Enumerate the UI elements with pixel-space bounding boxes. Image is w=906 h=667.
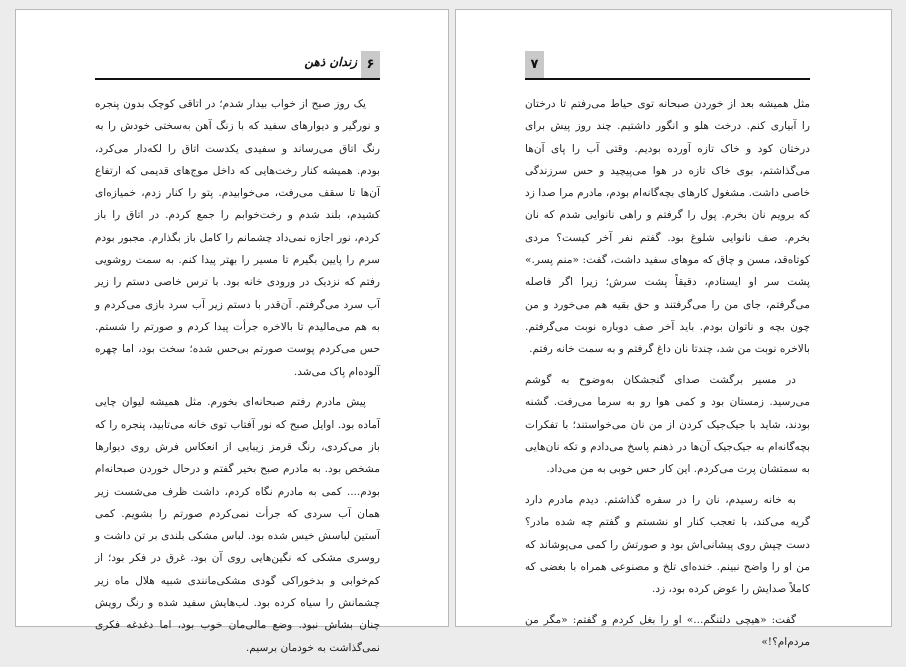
page-number: ۷: [525, 51, 544, 78]
paragraph: در مسیر برگشت صدای گنجشکان به‌وضوح به گوشم می‌رسید. زمستان بود و کمی هوا رو به سرما می‌رفت. گشنه بودند، شاید با جیک‌جیک کردن از من نان می‌خواستند؛ با تفکرات بچه‌گانه‌ام به جیک‌جیک آن‌ها در ذهنم پاسخ می‌دادم و تکه نان‌هایی به سمتشان پرت می‌کردم. این کار حس خوبی به من می‌داد.: [525, 374, 810, 476]
page-body: [525, 93, 810, 662]
page-header: [525, 51, 810, 80]
paragraph: به خانه رسیدم، نان را در سفره گذاشتم. دیدم مادرم دارد گریه می‌کند، با تعجب کنار او نشستم و گفتم چه شده مادر؟ دست چپش روی پیشانی‌اش بود و صورتش را کمی می‌پوشاند که من او را واضح نبینم. خنده‌ای تلخ و مصنوعی همراه با بغضی که کاملاً صدایش را عوض کرده بود، زد.: [525, 494, 810, 596]
paragraph: پیش مادرم رفتم صبحانه‌ای بخورم. مثل همیشه لیوان چایی آماده بود. اوایل صبح که نور آفتاب توی خانه می‌تابید، پنجره را که باز می‌کردی، رنگ قرمز زیبایی از انعکاس فرش روی دیوارها مشخص بود. به مادرم صبح بخیر گفتم و درحال خوردن صبحانه‌ام بودم.... کمی به مادرم نگاه کردم، داشت ظرف می‌شست زیر همان آب سردی که جرأت نمی‌کردم صورتم را بشویم. کمی آستین لباسش خیس شده بود. لباس مشکی بلندی بر تن داشت و روسری مشکی که نگین‌هایی روی آن بود. غرق در فکر بود؛ از کم‌خوابی و بدخوراکی گودی مشکی‌مانندی شبیه هلال ماه زیر چشمانش را سیاه کرده بود. لب‌هایش سفید شده و رنگ رویش چنان بشاش نبود. وضع مالی‌مان خوب بود، اما دغدغه فکری نمی‌گذاشت به خودمان برسیم.: [95, 396, 380, 654]
paragraph: گفت: «هیچی دلتنگم...» او را بغل کردم و گفتم: «مگر من مردم‌ام؟!»: [525, 614, 810, 649]
page-number: ۶: [361, 51, 380, 78]
paragraph: یک روز صبح از خواب بیدار شدم؛ در اتاقی کوچک بدون پنجره و نورگیر و دیوارهای سفید که با زنگ آهن به‌سختی خودش را به رنگ اتاق می‌رساند و سفیدی یکدست اتاق را لکه‌دار می‌کرد، بودم. همیشه کنار رخت‌هایی که داخل موج‌های قدیمی که ارتفاع آن‌ها تا سقف می‌رفت، می‌خوابیدم. پتو را کنار زدم، خمیازه‌ای کشیدم، بلند شدم و رخت‌خوابم را جمع کردم. در اتاق را باز کردم، نور اجازه نمی‌داد چشمانم را کامل باز بگذارم. مجبور بودم سرم را پایین بگیرم تا مسیر را بهتر پیدا کنم. به سمت روشویی رفتم که نزدیک در ورودی خانه بود. با ترس خاصی دستم را زیر آب سرد می‌گرفتم. آن‌قدر با دستم زیر آب سرد بازی می‌کردم و به هم می‌مالیدم تا بالاخره جرأت پیدا کردم و صورتم را شستم. حس می‌کردم پوست صورتم بی‌حس شده؛ سخت بود، اما چهره آلوده‌ام پاک می‌شد.: [95, 98, 380, 378]
left-page: [15, 9, 449, 654]
right-page: [455, 9, 892, 649]
paragraph: مثل همیشه بعد از خوردن صبحانه توی حیاط می‌رفتم تا درختان را آبیاری کنم. درخت هلو و انگور داشتیم. چند روز پیش برای درختان کود و خاک تازه آورده بودیم. وقتی آب را پای آن‌ها می‌گذاشتم، بوی خاک تازه در هوا می‌پیچید و حس سرزندگی خاصی داشت. مشغول کارهای بچه‌گانه‌ام بودم، مادرم مرا صدا زد که برویم نان بخرم. پول را گرفتم و راهی نانوایی شدم که نان بخرم. صف نانوایی شلوغ بود. گفتم نفر آخر کیست؟ مردی کوتاه‌قد، مسن و چاق که موهای سفید داشت، گفت: «منم پسر.» پشت سر او ایستادم، دقیقاً پشت سرش؛ زیرا اگر فاصله می‌گرفتم، جای من را می‌گرفتند و حق بقیه هم می‌خورد و من چون بچه و ناتوان بودم. باید آخر صف دوباره نوبت می‌گرفتم. بالاخره نوبت من شد، چندتا نان داغ گرفتم و به سمت خانه رفتم.: [525, 98, 810, 356]
page-header: [95, 51, 380, 80]
book-title: زندان ذهن: [304, 55, 357, 69]
page-body: [95, 93, 380, 667]
